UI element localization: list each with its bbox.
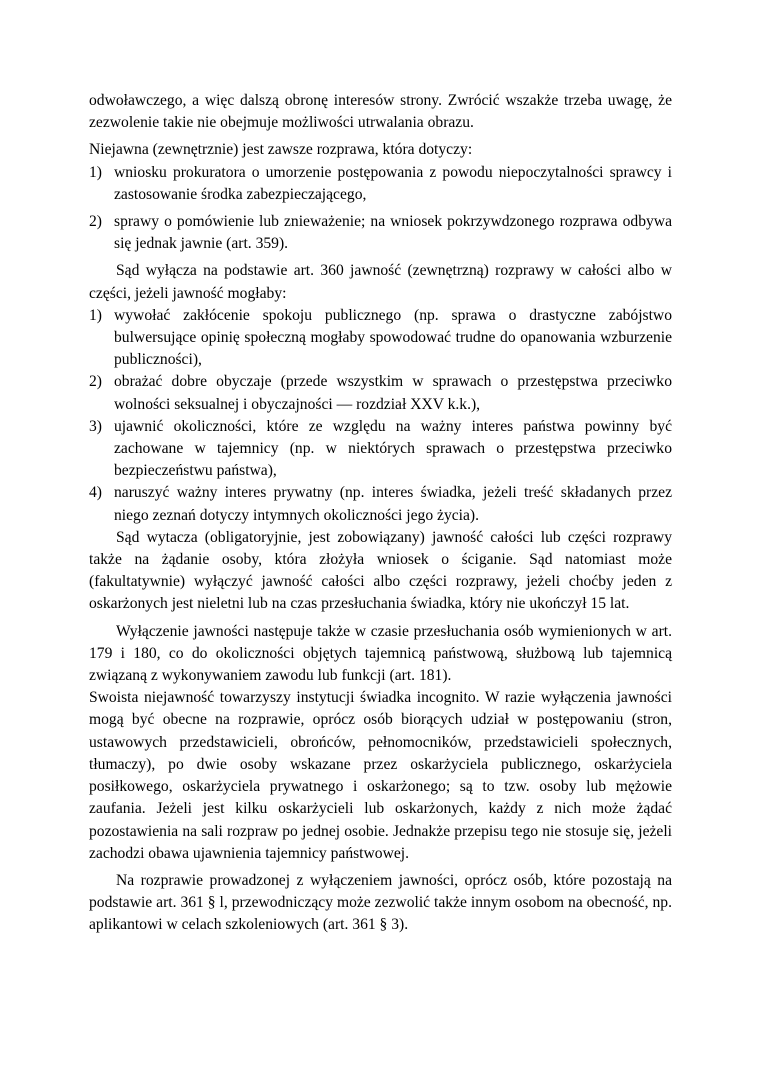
list-item [89,371,672,415]
paragraph-wylaczenie: Wyłączenie jawności następuje także w czasie przesłuchania osób wymienionych w art. 179 i 180, co do okoliczności objętych tajemnicą państwową, służbową lub tajemnicą związaną z wykonywaniem zawodu lub funkcji (art. 181). [89,622,672,685]
list-item-number: 2) [89,213,102,231]
list-item-number: 3) [89,417,102,435]
list-item-text: naruszyć ważny interes prywatny (np. interes świadka, jeżeli treść składanych przez niego zeznań dotyczy intymnych okoliczności jego życia). [114,484,672,524]
paragraph-rozprawa: Na rozprawie prowadzonej z wyłączeniem jawności, oprócz osób, które pozostają na podstawie art. 361 § l, przewodniczący może zezwolić także innym osobom na obecność, np. aplikantowi w celach szkoleniowych (art. 361 § 3). [89,871,672,934]
list-item [89,482,672,526]
list-wylacza [89,305,672,527]
list-item-number: 1) [89,306,102,324]
list-item-text: wywołać zakłócenie spokoju publicznego (np. sprawa o drastyczne zabójstwo bulwersujące opinię społeczną mogłaby spowodować trudne do opanowania wzburzenie publiczności), [114,306,672,369]
list-item [89,416,672,483]
list-item-number: 2) [89,373,102,391]
paragraph-niejawna: Niejawna (zewnętrznie) jest zawsze rozprawa, która dotyczy: [89,141,473,159]
list-item [89,162,672,206]
list-niejawna [89,162,672,256]
paragraph-wylacza: Sąd wyłącza na podstawie art. 360 jawność (zewnętrzną) rozprawy w całości albo w części, jeżeli jawność mogłaby: [89,262,672,302]
list-item [89,211,672,255]
list-item-number: 4) [89,484,102,502]
list-item [89,305,672,372]
list-item-text: sprawy o pomówienie lub znieważenie; na wniosek pokrzywdzonego rozprawa odbywa się jednak jawnie (art. 359). [114,213,672,253]
list-item-text: obrażać dobre obyczaje (przede wszystkim w sprawach o przestępstwa przeciwko wolności seksualnej i obyczajności — rozdział XXV k.k.), [114,373,672,413]
document-page [89,90,672,937]
list-item-text: wniosku prokuratora o umorzenie postępowania z powodu niepoczytalności sprawcy i zastosowanie środka zabezpieczającego, [114,163,672,203]
paragraph-wytacza: Sąd wytacza (obligatoryjnie, jest zobowiązany) jawność całości lub części rozprawy także na żądanie osoby, która złożyła wniosek o ściganie. Sąd natomiast może (fakultatywnie) wyłączyć jawność całości albo części rozprawy, jeżeli choćby jeden z oskarżonych jest nieletni lub na czas przesłuchania świadka, który nie ukończył 15 lat. [89,528,672,613]
paragraph-swoista: Swoista niejawność towarzyszy instytucji świadka incognito. W razie wyłączenia jawności mogą być obecne na rozprawie, oprócz osób biorących udział w postępowaniu (stron, ustawowych przedstawicieli, obrońców, pełnomocników, przedstawicieli społecznych, tłumaczy), po dwie osoby wskazane przez oskarżyciela publicznego, oskarżyciela posiłkowego, oskarżyciela prywatnego i oskarżonego; są to tzw. osoby lub mężowie zaufania. Jeżeli jest kilku oskarżycieli lub oskarżonych, każdy z nich może żądać pozostawienia na sali rozpraw po jednej osobie. Jednakże przepisu tego nie stosuje się, jeżeli zachodzi obawa ujawnienia tajemnicy państwowej. [89,689,672,862]
paragraph-intro: odwoławczego, a więc dalszą obronę interesów strony. Zwrócić wszakże trzeba uwagę, że zezwolenie takie nie obejmuje możliwości utrwalania obrazu. [89,92,672,132]
list-item-text: ujawnić okoliczności, które ze względu na ważny interes państwa powinny być zachowane w tajemnicy (np. w niektórych sprawach o przestępstwa przeciwko bezpieczeństwu państwa), [114,417,672,480]
list-item-number: 1) [89,163,102,181]
